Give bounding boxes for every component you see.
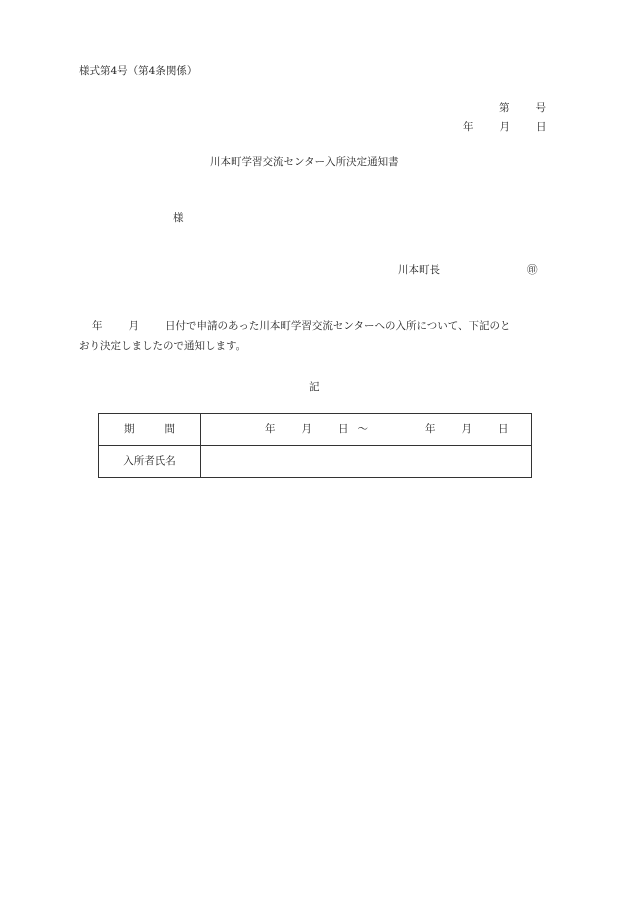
body-year: 年: [92, 320, 103, 332]
ki-heading: 記: [309, 381, 320, 393]
body-month: 月: [128, 320, 139, 332]
period-label-ki: 期: [124, 423, 135, 436]
issue-date-month: 月: [499, 121, 510, 133]
body-text-line-1: [92, 321, 511, 332]
addressee-honorific: 様: [173, 212, 184, 224]
period-to-month: 月: [461, 423, 472, 436]
seal-mark: ㊞: [527, 264, 538, 276]
form-number-label: 様式第4号（第4条関係）: [79, 65, 198, 77]
detail-table: [98, 413, 532, 478]
issue-date-line: [463, 122, 547, 133]
period-value-cell: [201, 414, 532, 446]
doc-number-dai: 第: [499, 102, 510, 114]
period-label-cell: [99, 414, 201, 446]
period-from-year: 年: [265, 423, 276, 436]
period-tilde: ～: [357, 423, 368, 436]
period-to-year: 年: [425, 423, 436, 436]
period-label-kan: 間: [164, 423, 175, 436]
period-from-month: 月: [301, 423, 312, 436]
document-number-line: [499, 103, 546, 114]
document-title: 川本町学習交流センター入所決定通知書: [210, 156, 399, 168]
table-row-period: [99, 414, 532, 446]
resident-name-field[interactable]: [201, 446, 532, 478]
table-row-resident: [99, 446, 532, 478]
body-text-line-2: おり決定しましたので通知します。: [79, 340, 247, 352]
period-from-day: 日: [338, 423, 349, 436]
resident-label-cell: 入所者氏名: [99, 446, 201, 478]
body-text: 日付で申請のあった川本町学習交流センターへの入所について、下記のと: [165, 320, 511, 332]
doc-number-go: 号: [535, 102, 546, 114]
issue-date-year: 年: [463, 121, 474, 133]
issuer-title: 川本町長: [398, 264, 440, 276]
period-to-day: 日: [498, 423, 509, 436]
issue-date-day: 日: [536, 121, 547, 133]
